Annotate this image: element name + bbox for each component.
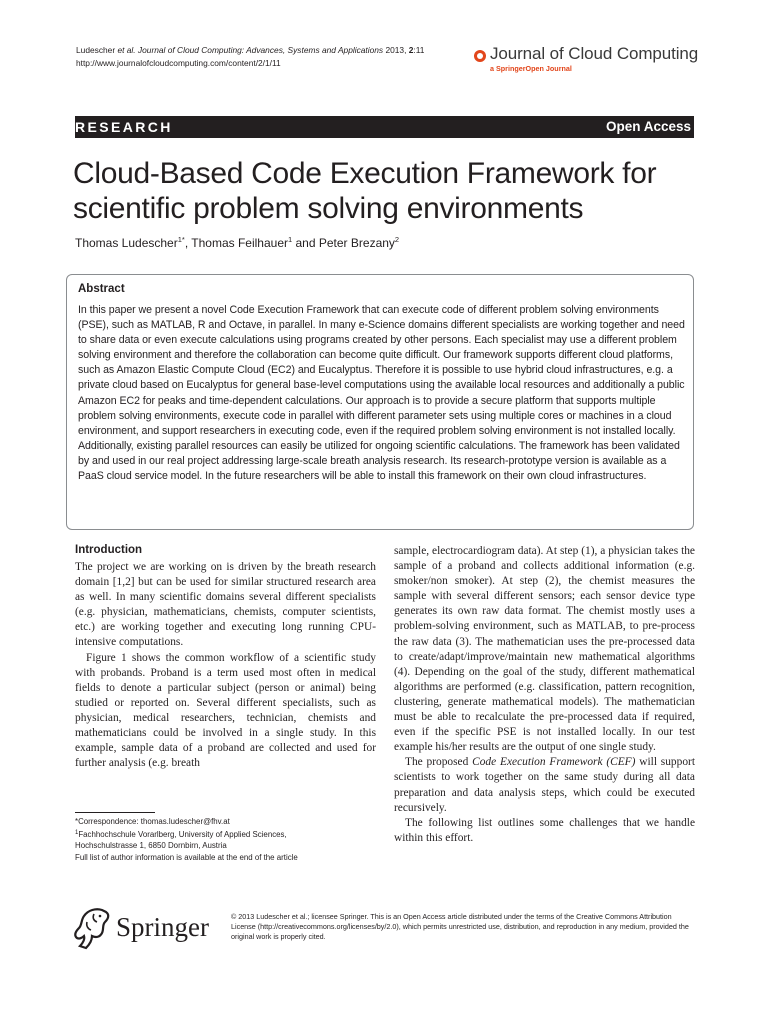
- footnote-divider: [75, 812, 155, 813]
- citation-line: Ludescher et al. Journal of Cloud Computing: Advances, Systems and Applications 2013, 2:11: [76, 45, 425, 55]
- paragraph: Figure 1 shows the common workflow of a scientific study with probands. Proband is a term used most often in medical fields to denote a particular subject (person or animal) being studied or reported on. Several different specialists, such as physician, medical researchers, technician, chemists and mathematicians could be involved in a single study. In this example, sample data of a proband are collected and used for further analysis (e.g. breath: [75, 651, 376, 770]
- paragraph: The project we are working on is driven by the breath research domain [1,2] but can be used for similar structured research area as well. In many scientific domains several different specialists (e.g. physician, mathematicians, chemists, computer scientists, etc.) are working together and executing long running CPU-intensive computations.: [75, 561, 376, 649]
- correspondence: *Correspondence: thomas.ludescher@fhv.at: [75, 817, 230, 826]
- citation-url[interactable]: http://www.journalofcloudcomputing.com/content/2/1/11: [76, 57, 281, 68]
- citation: [76, 44, 424, 69]
- affiliation-address: Hochschulstrasse 1, 6850 Dornbirn, Austria: [75, 841, 227, 850]
- springer-horse-icon: [72, 906, 114, 952]
- author-list: Thomas Ludescher$^{1*}$, Thomas Feilhauer$^1$ and Peter Brezany$^2$: [75, 235, 400, 250]
- research-bar: [75, 116, 694, 138]
- body-column-left: [75, 560, 376, 771]
- author-name[interactable]: Peter Brezany: [318, 236, 395, 250]
- paragraph: The following list outlines some challenges that we handle within this effort.: [394, 816, 695, 844]
- springer-logo[interactable]: [72, 906, 222, 956]
- article-title: Cloud-Based Code Execution Framework for scientific problem solving environments: [73, 157, 657, 225]
- author-name[interactable]: Thomas Feilhauer: [191, 236, 288, 250]
- abstract-text: In this paper we present a novel Code Execution Framework that can execute code of different problem solving environments (PSE), such as MATLAB, R and Octave, in parallel. In many e-Science domains different specialists are working together and need to share data or even execute calculations using programs created by other persons. Each specialist may use a different problem solving environment and therefore the collaboration can become quite difficult. Our framework supports different cloud platforms, such as Amazon Elastic Compute Cloud (EC2) and Eucalyptus. Therefore it is possible to use hybrid cloud infrastructures, e.g. a private cloud based on Eucalyptus for general base-level computations using the available local resources and additionally a public Amazon EC2 for peaks and time-dependent calculations. Our approach is to provide a secure platform that supports multiple problem solving environments, execute code in parallel with different parameter sets using multiple cores or machines in a cloud environment, and support researchers in executing code, even if the required problem solving environment is not installed locally. Additionally, existing parallel resources can easily be utilized for ongoing scientific calculations. The framework has been validated by and used in our real project addressing large-scale breath analysis research. Its research-prototype version is available as a PaaS cloud service model. In the future researchers will be able to install this framework on their own cloud infrastructures.: [78, 304, 685, 483]
- journal-mark-icon: [474, 50, 486, 62]
- abstract-box: [66, 274, 694, 530]
- footnotes: [75, 816, 385, 863]
- affiliation: $^1$Fachhochschule Vorarlberg, University of Applied Sciences,: [75, 829, 287, 839]
- author-name[interactable]: Thomas Ludescher: [75, 236, 178, 250]
- research-label: RESEARCH: [75, 119, 173, 135]
- introduction-heading: Introduction: [75, 544, 143, 556]
- body-column-right: [394, 544, 695, 846]
- journal-subtitle: a SpringerOpen Journal: [490, 64, 572, 73]
- paragraph: The proposed Code Execution Framework (CEF) will support scientists to work together on the same study during all data preparation and data analysis steps, which could be executed recursively.: [394, 756, 695, 814]
- paragraph: sample, electrocardiogram data). At step (1), a physician takes the sample of a proband and collects additional information (e.g. smoker/non smoker). At step (2), the chemist measures the sample with several different sensors; each sensor device type generates its own raw data format. The chemist mostly uses a problem-solving environment, such as MATLAB, to pre-process the raw data (3). The mathematician uses the pre-processed data to create/adapt/improve/maintain new mathematical algorithms (4). Depending on the goal of the study, different mathematical algorithms are performed (e.g. classification, pattern recognition, clustering, generate mathematical models). The mathematician must be able to recalculate the pre-processed data if required, even if the specific PSE is not installed locally. In our test example his/her results are the output of one single study.: [394, 545, 695, 754]
- open-access-label: Open Access: [605, 119, 691, 134]
- journal-name: Journal of Cloud Computing: [490, 44, 699, 63]
- journal-logo[interactable]: [474, 44, 699, 80]
- author-info-note: Full list of author information is available at the end of the article: [75, 852, 298, 862]
- abstract-heading: Abstract: [78, 283, 125, 295]
- license-text: © 2013 Ludescher et al.; licensee Springer. This is an Open Access article distributed under the terms of the Creative Commons Attribution License (http://creativecommons.org/licenses/by/2.0), which permits unrestricted use, distribution, and reproduction in any medium, provided the original work is properly cited.: [231, 912, 689, 942]
- springer-wordmark: Springer: [116, 912, 209, 942]
